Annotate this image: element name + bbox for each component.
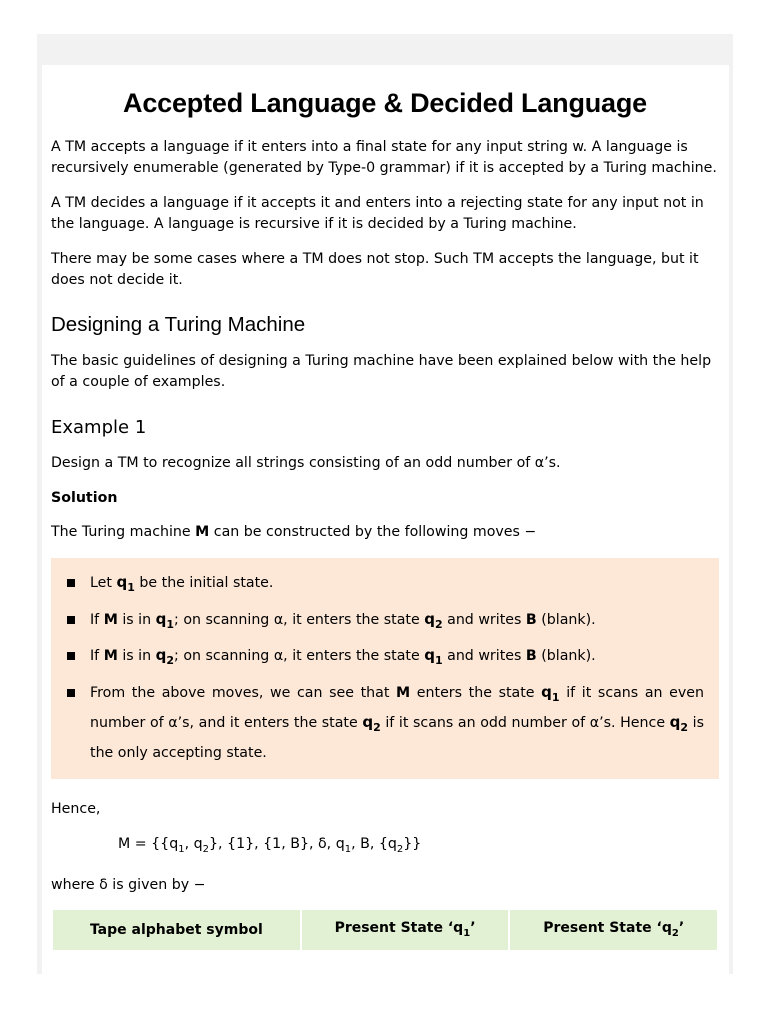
move-text: (blank). <box>536 648 596 664</box>
example-prompt: Design a TM to recognize all strings consisting of an odd number of α’s. <box>51 455 561 471</box>
formula-subscript: 2 <box>396 843 404 855</box>
state-subscript: 2 <box>166 654 175 667</box>
move-text: ; on scanning α, it enters the state <box>174 648 425 664</box>
formula-part: , q <box>184 836 203 852</box>
moves-list <box>65 570 704 765</box>
move-text: is the only accepting state. <box>90 715 705 761</box>
move-item-1 <box>65 570 704 601</box>
article-card <box>42 65 729 975</box>
hence-text: Hence, <box>51 801 101 817</box>
section-heading: Designing a Turing Machine <box>51 313 306 336</box>
paragraph-accepts: A TM accepts a language if it enters into a final state for any input string w. A language is recursively enumerable (generated by Type-0 grammar) if it is accepted by a Turing machine. <box>51 139 717 176</box>
formula-part: M = {{q <box>118 836 179 852</box>
state-letter: q <box>116 573 128 591</box>
state-symbol <box>116 573 135 594</box>
article-content <box>51 65 719 950</box>
state-subscript: 1 <box>551 690 560 704</box>
move-text: if it scans an even number of α’s, and it enters the state <box>90 684 704 731</box>
formula-part: , B, {q <box>351 836 397 852</box>
state-symbol <box>424 609 443 631</box>
state-subscript: 1 <box>127 581 135 594</box>
move-text: If <box>90 648 104 664</box>
machine-symbol: M <box>103 648 118 664</box>
header-label: Tape alphabet symbol <box>89 921 263 938</box>
move-text: From the above moves, we can see that <box>90 684 397 701</box>
header-label: Present State ‘q <box>334 920 464 937</box>
state-subscript: 2 <box>680 721 689 734</box>
state-symbol <box>155 609 175 631</box>
moves-note-box <box>51 558 719 779</box>
move-item-4 <box>65 680 704 766</box>
move-text: is in <box>117 611 156 628</box>
state-letter: q <box>155 646 167 664</box>
column-header-state-q1 <box>302 910 509 950</box>
move-text: be the initial state. <box>134 575 274 591</box>
state-symbol <box>155 646 175 667</box>
move-text: If <box>90 611 104 628</box>
machine-symbol: M <box>103 611 118 628</box>
header-subscript: 2 <box>671 928 679 940</box>
solution-label: Solution <box>51 490 118 506</box>
move-text: (blank). <box>536 611 596 628</box>
column-header-state-q2 <box>510 910 717 950</box>
state-letter: q <box>541 682 552 701</box>
state-letter: q <box>424 609 435 628</box>
formula-subscript: 1 <box>178 843 185 855</box>
machine-definition-formula <box>51 834 719 860</box>
state-symbol <box>541 682 560 704</box>
move-text: Let <box>90 575 117 591</box>
header-subscript: 1 <box>463 928 471 940</box>
square-bullet-icon <box>67 579 75 587</box>
square-bullet-icon <box>67 689 75 697</box>
state-letter: q <box>155 609 167 628</box>
solution-intro-after: can be constructed by the following moves − <box>209 524 537 540</box>
state-letter: q <box>669 713 681 731</box>
move-text: ; on scanning α, it enters the state <box>174 611 425 628</box>
where-text: where δ is given by − <box>51 876 206 893</box>
header-quote: ’ <box>470 920 476 937</box>
state-letter: q <box>362 713 374 731</box>
paragraph-not-stop: There may be some cases where a TM does not stop. Such TM accepts the language, but it does not decide it. <box>51 251 699 288</box>
state-letter: q <box>424 646 435 664</box>
state-subscript: 1 <box>166 617 175 631</box>
solution-intro <box>51 522 719 543</box>
move-item-2 <box>65 607 704 638</box>
move-text: is in <box>117 648 156 664</box>
move-item-3 <box>65 643 704 674</box>
blank-symbol: B <box>525 648 537 664</box>
paragraph-decides: A TM decides a language if it accepts it and enters into a rejecting state for any input not in the language. A language is recursive if it is decided by a Turing machine. <box>51 195 704 232</box>
machine-symbol: M <box>195 524 210 540</box>
state-subscript: 2 <box>373 721 381 734</box>
state-subscript: 1 <box>434 654 443 667</box>
formula-part: }, {1}, {1, B}, δ, q <box>209 836 345 852</box>
section-intro: The basic guidelines of designing a Turing machine have been explained below with the help of a couple of examples. <box>51 353 712 390</box>
machine-symbol: M <box>396 684 411 701</box>
move-text: and writes <box>442 648 526 664</box>
formula-part: }} <box>403 836 422 852</box>
formula-subscript: 1 <box>344 843 352 855</box>
header-quote: ’ <box>678 920 685 937</box>
state-symbol <box>362 713 381 734</box>
header-label: Present State ‘q <box>543 920 672 937</box>
blank-symbol: B <box>525 611 537 628</box>
formula-subscript: 2 <box>202 843 209 855</box>
solution-intro-before: The Turing machine <box>51 524 196 540</box>
state-symbol <box>669 713 689 734</box>
state-symbol <box>424 646 443 667</box>
square-bullet-icon <box>67 616 75 624</box>
move-text: and writes <box>442 611 526 628</box>
column-header-tape-symbol <box>53 910 300 950</box>
move-text: enters the state <box>410 684 542 701</box>
transition-table <box>51 910 719 950</box>
move-text: if it scans an odd number of α’s. Hence <box>380 715 670 731</box>
state-subscript: 2 <box>434 617 443 631</box>
example-heading: Example 1 <box>51 417 147 438</box>
table-header-row <box>53 910 717 950</box>
page-title: Accepted Language & Decided Language <box>123 88 647 118</box>
square-bullet-icon <box>67 652 75 660</box>
